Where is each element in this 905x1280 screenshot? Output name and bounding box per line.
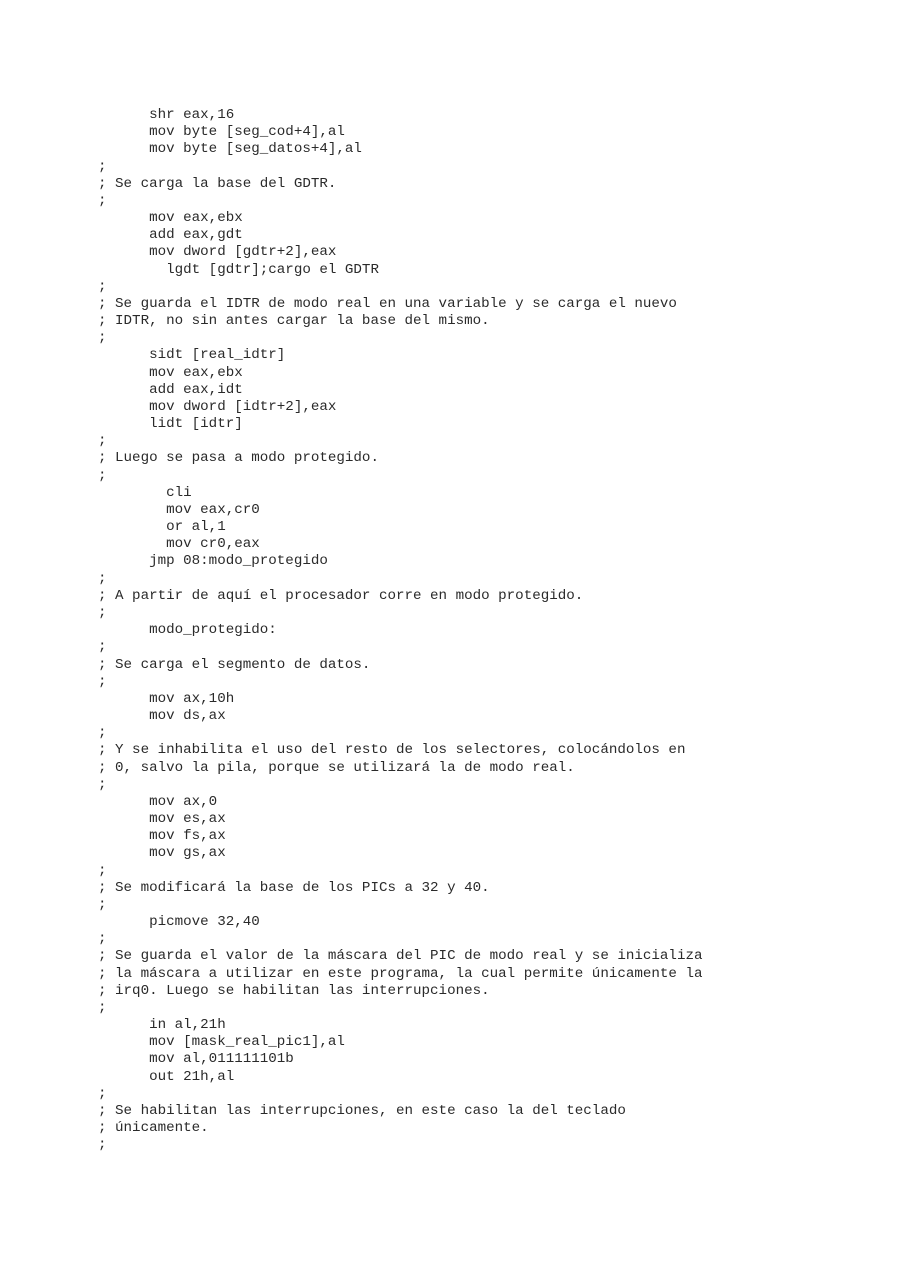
code-line: mov eax,ebx <box>98 364 243 381</box>
comment-line: ; <box>98 433 107 450</box>
comment-line: ; <box>98 931 107 948</box>
comment-line: ; <box>98 1137 107 1154</box>
code-line: mov al,011111101b <box>98 1051 294 1068</box>
code-line: mov eax,cr0 <box>98 501 260 518</box>
code-line: modo_protegido: <box>98 622 277 639</box>
comment-line: ; la máscara a utilizar en este programa, la cual permite únicamente la <box>98 965 703 982</box>
code-line: mov cr0,eax <box>98 536 260 553</box>
comment-line: ; Se carga la base del GDTR. <box>98 175 337 192</box>
comment-line: ; <box>98 158 107 175</box>
comment-line: ; Se guarda el valor de la máscara del PIC de modo real y se inicializa <box>98 948 703 965</box>
code-line: out 21h,al <box>98 1068 235 1085</box>
code-line: mov [mask_real_pic1],al <box>98 1034 345 1051</box>
code-line: lidt [idtr] <box>98 416 243 433</box>
code-line: shr eax,16 <box>98 107 235 123</box>
code-line: cli <box>98 484 192 501</box>
code-line: mov dword [idtr+2],eax <box>98 398 337 415</box>
comment-line: ; <box>98 776 107 793</box>
code-line: or al,1 <box>98 519 226 536</box>
comment-line: ; <box>98 673 107 690</box>
code-line: add eax,idt <box>98 381 243 398</box>
code-line: picmove 32,40 <box>98 914 260 931</box>
comment-line: ; IDTR, no sin antes cargar la base del mismo. <box>98 313 490 330</box>
code-line: in al,21h <box>98 1017 226 1034</box>
comment-line: ; Se habilitan las interrupciones, en este caso la del teclado <box>98 1102 626 1119</box>
comment-line: ; Y se inhabilita el uso del resto de los selectores, colocándolos en <box>98 742 686 759</box>
comment-line: ; Se guarda el IDTR de modo real en una variable y se carga el nuevo <box>98 295 677 312</box>
comment-line: ; <box>98 999 107 1016</box>
comment-line: ; <box>98 896 107 913</box>
comment-line: ; <box>98 604 107 621</box>
comment-line: ; <box>98 467 107 484</box>
code-line: lgdt [gdtr];cargo el GDTR <box>98 261 379 278</box>
comment-line: ; irq0. Luego se habilitan las interrupciones. <box>98 982 490 999</box>
code-line: mov gs,ax <box>98 845 226 862</box>
comment-line: ; A partir de aquí el procesador corre en modo protegido. <box>98 587 584 604</box>
code-line: jmp 08:modo_protegido <box>98 553 328 570</box>
code-line: mov fs,ax <box>98 828 226 845</box>
comment-line: ; <box>98 725 107 742</box>
comment-line: ; <box>98 278 107 295</box>
code-line: mov eax,ebx <box>98 210 243 227</box>
code-line: mov ds,ax <box>98 708 226 725</box>
comment-line: ; Se modificará la base de los PICs a 32 y 40. <box>98 879 490 896</box>
comment-line: ; <box>98 570 107 587</box>
code-line: mov es,ax <box>98 811 226 828</box>
comment-line: ; <box>98 639 107 656</box>
comment-line: ; <box>98 192 107 209</box>
comment-line: ; <box>98 330 107 347</box>
code-line: sidt [real_idtr] <box>98 347 286 364</box>
code-line: mov ax,10h <box>98 690 235 707</box>
code-line: mov ax,0 <box>98 793 218 810</box>
comment-line: ; 0, salvo la pila, porque se utilizará la de modo real. <box>98 759 575 776</box>
code-line: mov dword [gdtr+2],eax <box>98 244 337 261</box>
code-line: mov byte [seg_datos+4],al <box>98 141 362 158</box>
code-line: add eax,gdt <box>98 227 243 244</box>
comment-line: ; Se carga el segmento de datos. <box>98 656 371 673</box>
comment-line: ; Luego se pasa a modo protegido. <box>98 450 379 467</box>
code-line: mov byte [seg_cod+4],al <box>98 124 345 141</box>
code-listing <box>98 107 703 1154</box>
comment-line: ; <box>98 862 107 879</box>
comment-line: ; únicamente. <box>98 1120 209 1137</box>
comment-line: ; <box>98 1085 107 1102</box>
